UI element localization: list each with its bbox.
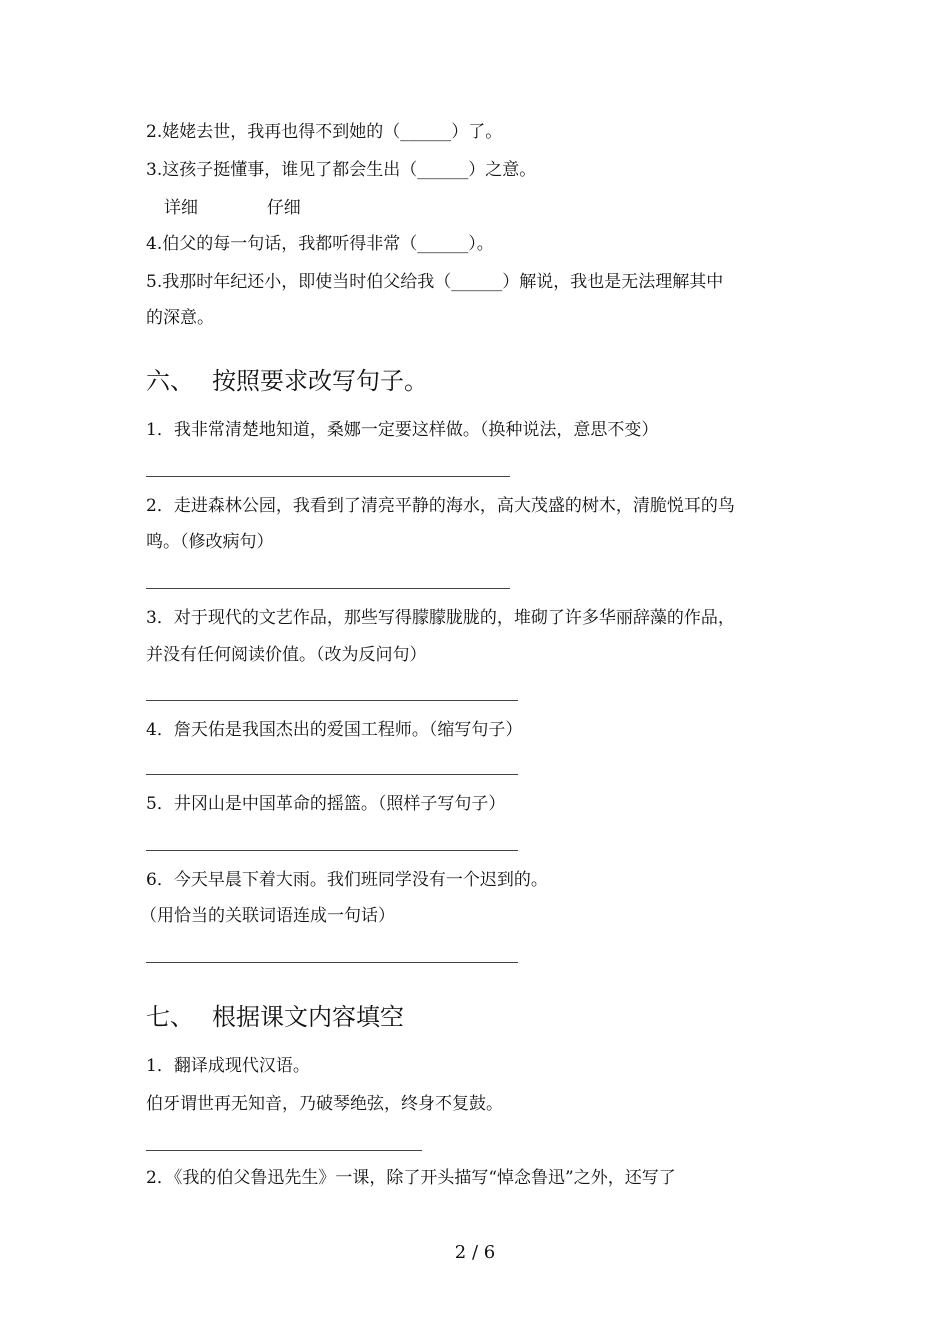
answer-line-6[interactable]: [146, 962, 518, 963]
rewrite-question-4: 4．詹天佑是我国杰出的爱国工程师。（缩写句子）: [146, 720, 523, 740]
fill-blank-item-3: 3.这孩子挺懂事，谁见了都会生出（______）之意。: [146, 160, 537, 180]
section-6-title: 按照要求改写句子。: [212, 367, 428, 395]
rewrite-question-6-line1: 6．今天早晨下着大雨。我们班同学没有一个迟到的。: [146, 870, 548, 890]
rewrite-question-6-line2: （用恰当的关联词语连成一句话）: [140, 906, 395, 926]
rewrite-question-2-line2: 鸣。（修改病句）: [146, 532, 274, 552]
answer-line-7[interactable]: [146, 1150, 422, 1151]
answer-line-3[interactable]: [146, 700, 518, 701]
word-choice-b: 仔细: [266, 198, 301, 218]
classical-chinese-sentence: 伯牙谓世再无知音，乃破琴绝弦，终身不复鼓。: [146, 1094, 503, 1114]
section-7-heading: [146, 1002, 404, 1032]
fill-blank-item-5-line2: 的深意。: [146, 308, 214, 328]
fill-blank-item-2: 2.姥姥去世，我再也得不到她的（______）了。: [146, 122, 503, 142]
answer-line-5[interactable]: [146, 850, 518, 851]
fill-question-1: 1．翻译成现代汉语。: [146, 1056, 310, 1076]
section-7-title: 根据课文内容填空: [212, 1003, 404, 1031]
word-choices: [164, 196, 301, 220]
rewrite-question-3-line1: 3．对于现代的文艺作品，那些写得朦朦胧胧的，堆砌了许多华丽辞藻的作品，: [146, 608, 735, 628]
word-choice-a: 详细: [164, 198, 198, 218]
fill-blank-item-5-line1: 5.我那时年纪还小，即使当时伯父给我（______）解说，我也是无法理解其中: [146, 272, 724, 292]
answer-line-1[interactable]: [146, 476, 510, 477]
rewrite-question-2-line1: 2．走进森林公园，我看到了清亮平静的海水，高大茂盛的树木，清脆悦耳的鸟: [146, 496, 735, 516]
section-7-number: 七、: [146, 1003, 194, 1031]
fill-question-2: 2．《我的伯父鲁迅先生》一课，除了开头描写“悼念鲁迅”之外，还写了: [146, 1168, 676, 1188]
answer-line-2[interactable]: [146, 588, 510, 589]
answer-line-4[interactable]: [146, 774, 518, 775]
rewrite-question-5: 5．井冈山是中国革命的摇篮。（照样子写句子）: [146, 794, 506, 814]
page-number: 2 / 6: [454, 1242, 496, 1263]
fill-blank-item-4: 4.伯父的每一句话，我都听得非常（______）。: [146, 234, 494, 254]
rewrite-question-1: 1．我非常清楚地知道，桑娜一定要这样做。（换种说法，意思不变）: [146, 420, 659, 440]
section-6-number: 六、: [146, 367, 194, 395]
rewrite-question-3-line2: 并没有任何阅读价值。（改为反问句）: [146, 645, 427, 665]
section-6-heading: [146, 366, 428, 396]
